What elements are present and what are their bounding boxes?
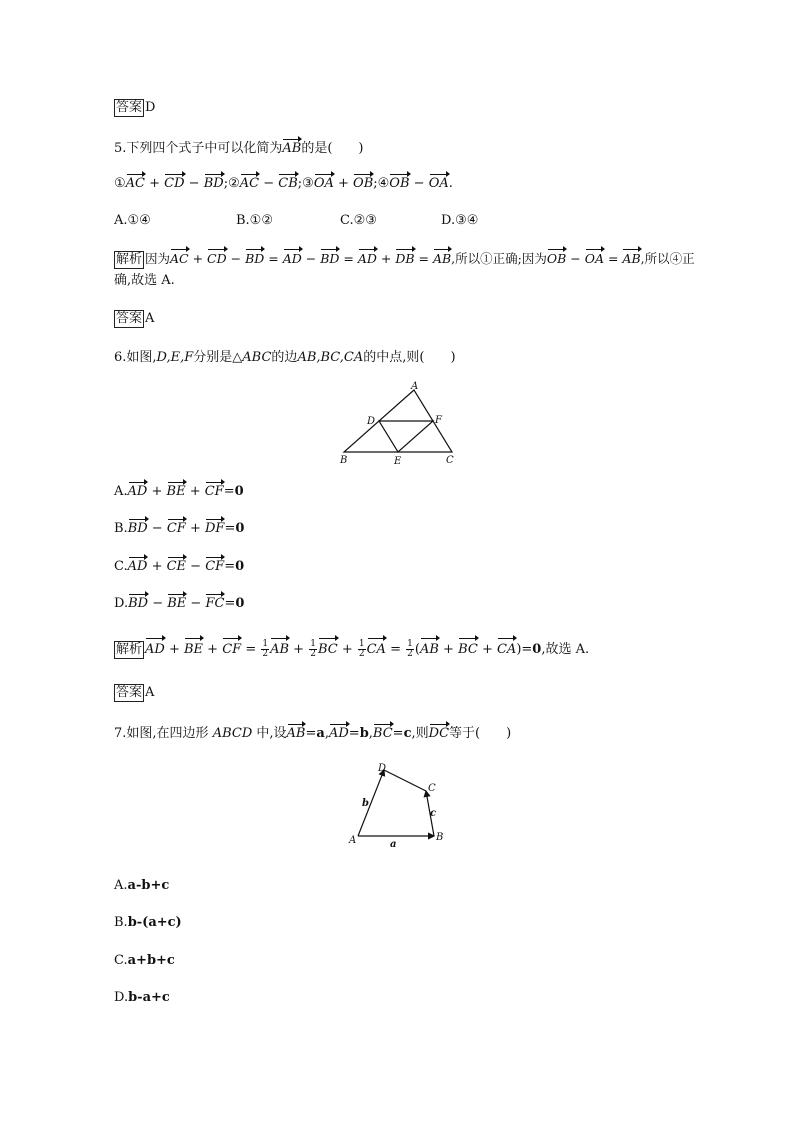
q5-stem: 5.下列四个式子中可以化简为AB的是( ): [114, 138, 364, 158]
answer-value: D: [145, 100, 156, 115]
quadrilateral-figure: [345, 758, 450, 853]
label-C: C: [446, 455, 454, 466]
label-A: A: [411, 381, 419, 392]
label-B: B: [340, 455, 348, 466]
label-a: a: [390, 839, 397, 850]
label-C: C: [428, 783, 436, 794]
q4-answer-line: [114, 99, 155, 117]
answer-tag: 答案: [116, 311, 143, 326]
q6-option-a[interactable]: A.AD + BE + CF=0: [114, 481, 244, 501]
q5-expressions: ①AC + CD − BD;②AC − CB;③OA + OB;④OB − OA.: [114, 173, 453, 193]
answer-value: A: [145, 311, 155, 326]
q6-option-c[interactable]: C.AD + CE − CF=0: [114, 556, 244, 576]
label-F: F: [435, 415, 442, 426]
label-c: c: [430, 808, 437, 819]
label-b: b: [362, 798, 369, 809]
label-E: E: [394, 456, 402, 467]
q6-option-b[interactable]: B.BD − CF + DF=0: [114, 518, 244, 538]
q6-option-d[interactable]: D.BD − BE − FC=0: [114, 593, 244, 613]
q7-stem: 7.如图,在四边形 ABCD 中,设AB=a,AD=b,BC=c,则DC等于( ): [114, 723, 511, 743]
q5-option-b[interactable]: B.①②: [236, 213, 273, 228]
q7-option-b[interactable]: B.b-(a+c): [114, 915, 182, 930]
analysis-tag: 解析: [116, 252, 143, 267]
q5-analysis-line2: 确,故选 A.: [114, 273, 175, 288]
q6-analysis: 解析 AD + BE + CF = $\frac{1}{2}$ AB + $\frac{1}{2}$ BC + $\frac{1}{2}$ CA = $\frac{1}{2}$ (AB + BC + CA)=0,故选 A.: [116, 639, 590, 659]
analysis-tag: 解析: [116, 642, 143, 657]
label-D: D: [367, 416, 376, 427]
q6-stem: 6.如图,D,E,F分别是△ABC的边AB,BC,CA的中点,则( ): [114, 350, 456, 365]
q5-answer-line: [114, 310, 154, 328]
q5-options: [114, 212, 714, 230]
label-A: A: [349, 835, 357, 846]
q5-analysis: 解析 因为AC + CD − BD = AD − BD = AD + DB = AB,所以①正确;因为OB − OA = AB,所以④正: [114, 248, 695, 269]
q7-option-c[interactable]: C.a+b+c: [114, 953, 175, 968]
midpoint-triangle-def: [379, 421, 433, 452]
q5-option-d[interactable]: D.③④: [441, 213, 479, 228]
q5-option-c[interactable]: C.②③: [340, 213, 377, 228]
q7-option-d[interactable]: D.b-a+c: [114, 990, 170, 1005]
vector-AB: AB: [282, 138, 301, 158]
answer-tag: 答案: [116, 100, 143, 115]
q7-option-a[interactable]: A.a-b+c: [114, 878, 170, 893]
triangle-figure: [330, 378, 470, 470]
q5-option-a[interactable]: A.①④: [114, 213, 151, 228]
answer-value: A: [145, 685, 155, 700]
label-B: B: [436, 832, 444, 843]
edge-DC: [384, 770, 426, 791]
answer-tag: 答案: [116, 685, 143, 700]
q6-answer-line: [114, 684, 154, 702]
label-D: D: [378, 763, 387, 774]
